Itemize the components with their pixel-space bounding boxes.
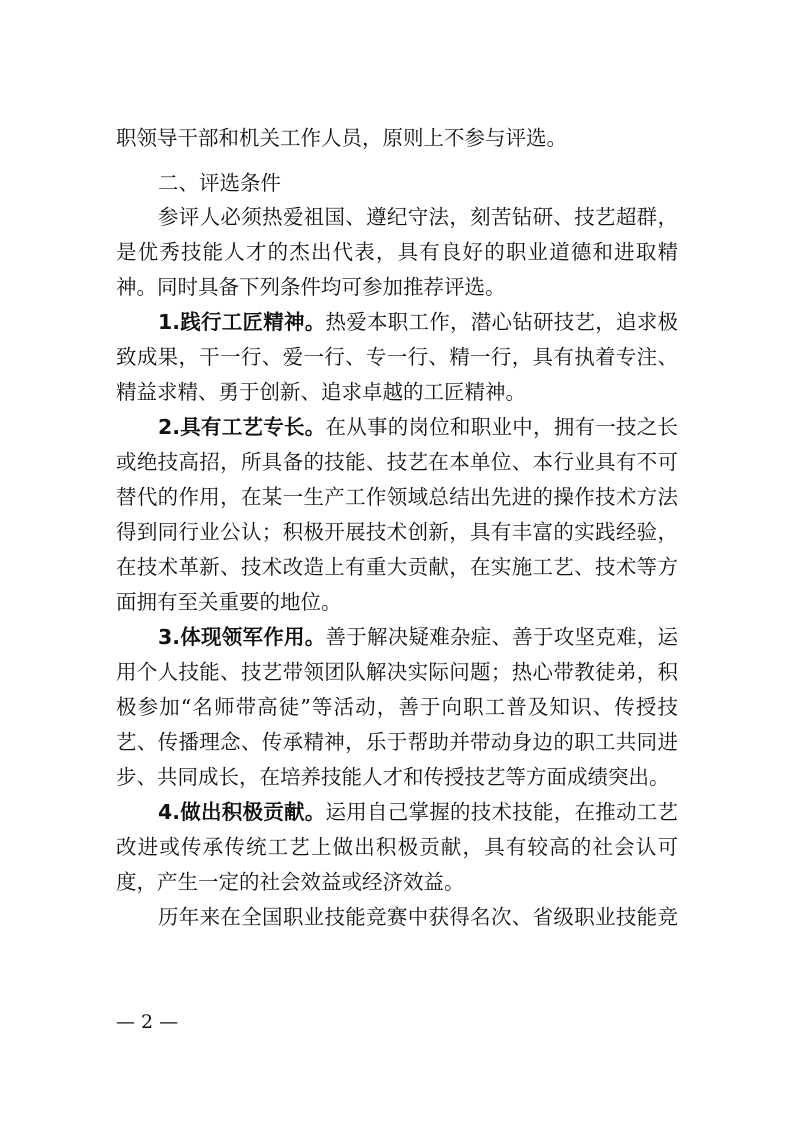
text-line: 替代的作用，在某一生产工作领域总结出先进的操作技术方法 — [116, 485, 678, 509]
item-1-text: 热爱本职工作，潜心钻研技艺，追求极 — [325, 310, 678, 334]
page-number: — 2 — — [116, 1011, 179, 1033]
section-heading: 二、评选条件 — [158, 171, 281, 195]
item-3-lead: 3.体现领军作用。 — [158, 625, 326, 649]
text-line: 致成果，干一行、爱一行、专一行、精一行，具有执着专注、 — [116, 345, 678, 369]
item-1-lead: 1.践行工匠精神。 — [158, 310, 326, 334]
text-line: 或绝技高招，所具备的技能、技艺在本单位、本行业具有不可 — [116, 450, 678, 474]
text-line: 是优秀技能人才的杰出代表，具有良好的职业道德和进取精 — [116, 240, 678, 264]
item-4-first-line — [158, 797, 678, 827]
item-4-lead: 4.做出积极贡献。 — [158, 800, 326, 824]
text-line: 用个人技能、技艺带领团队解决实际问题；热心带教徒弟，积 — [116, 660, 678, 684]
item-4-text: 运用自己掌握的技术技能，在推动工艺 — [325, 800, 678, 824]
text-line: 步、共同成长，在培养技能人才和传授技艺等方面成绩突出。 — [116, 765, 670, 789]
item-2-first-line — [158, 412, 678, 442]
text-line: 艺、传播理念、传承精神，乐于帮助并带动身边的职工共同进 — [116, 730, 678, 754]
text-line: 在技术革新、技术改造上有重大贡献，在实施工艺、技术等方 — [116, 555, 678, 579]
item-2-lead: 2.具有工艺专长。 — [158, 415, 326, 439]
text-line: 神。同时具备下列条件均可参加推荐评选。 — [116, 275, 506, 299]
item-1-first-line — [158, 307, 678, 337]
text-line: 极参加“名师带高徒”等活动，善于向职工普及知识、传授技 — [116, 695, 678, 719]
text-line: 得到同行业公认；积极开展技术创新，具有丰富的实践经验， — [116, 520, 678, 544]
text-line: 职领导干部和机关工作人员，原则上不参与评选。 — [116, 126, 567, 150]
text-line: 历年来在全国职业技能竞赛中获得名次、省级职业技能竞 — [158, 905, 678, 929]
item-2-text: 在从事的岗位和职业中，拥有一技之长 — [325, 415, 678, 439]
text-line: 参评人必须热爱祖国、遵纪守法，刻苦钻研、技艺超群， — [158, 205, 678, 229]
item-3-text: 善于解决疑难杂症、善于攻坚克难，运 — [325, 625, 678, 649]
text-line: 精益求精、勇于创新、追求卓越的工匠精神。 — [116, 380, 526, 404]
item-3-first-line — [158, 622, 678, 652]
text-line: 改进或传承传统工艺上做出积极贡献，具有较高的社会认可 — [116, 835, 678, 859]
text-line: 度，产生一定的社会效益或经济效益。 — [116, 870, 465, 894]
text-line: 面拥有至关重要的地位。 — [116, 590, 342, 614]
